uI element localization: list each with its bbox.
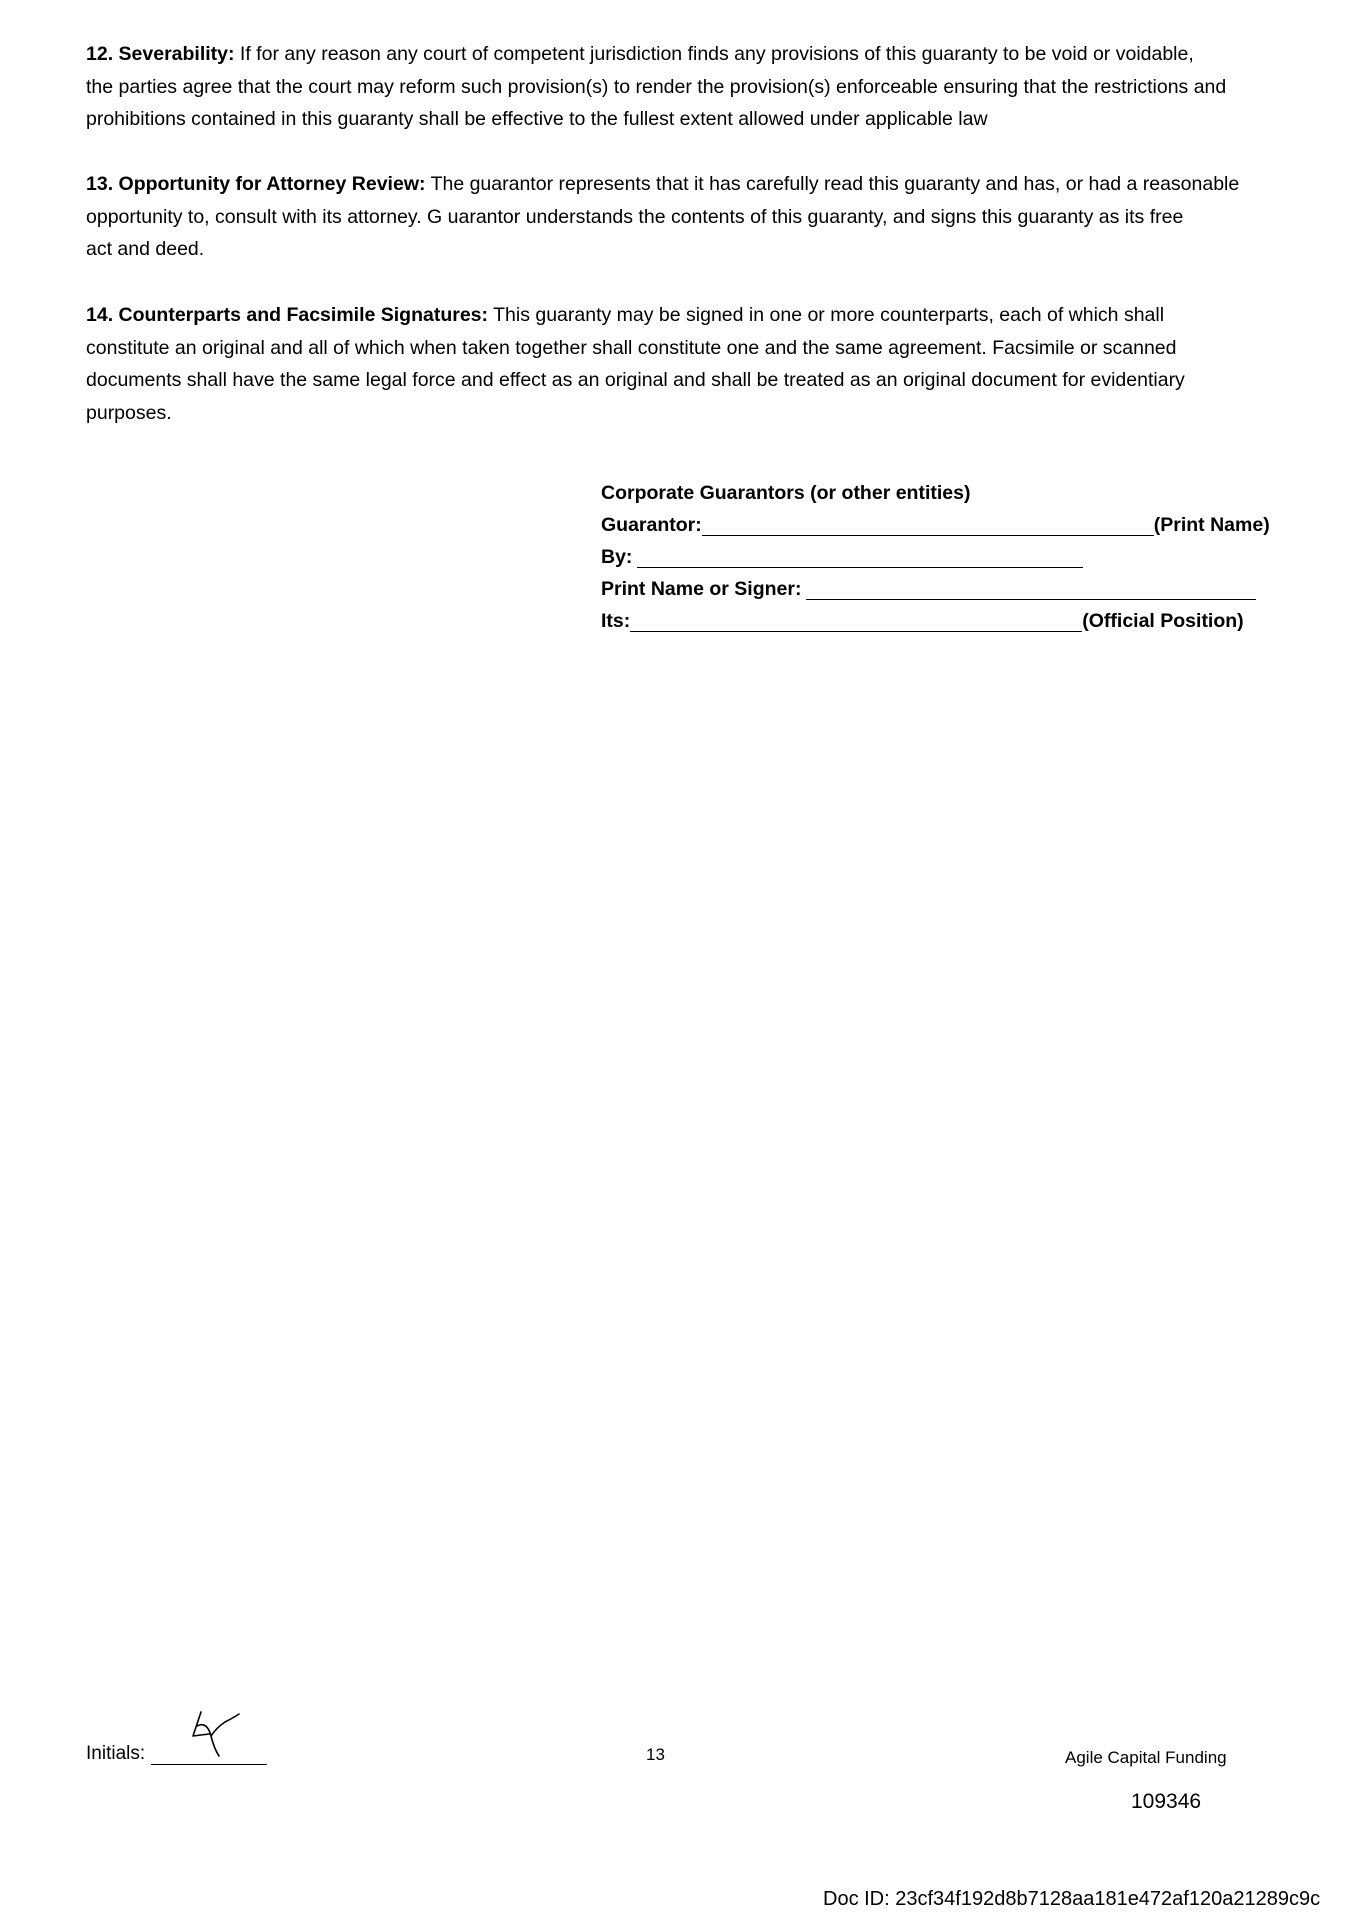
print-name-label: Print Name or Signer: — [601, 578, 802, 600]
guarantor-line — [601, 509, 1270, 541]
clause-text: opportunity to, consult with its attorney. G uarantor understands the contents of this guaranty, and signs this guaranty as its free — [86, 205, 1184, 228]
handwritten-initials-icon — [179, 1706, 251, 1762]
clause-text: If for any reason any court of competent jurisdiction finds any provisions of this guaranty to be void or voidable, — [239, 43, 1194, 65]
clause-heading: 13. Opportunity for Attorney Review: — [86, 173, 426, 195]
guarantor-label: Guarantor: — [601, 514, 702, 536]
signature-block — [601, 477, 1270, 637]
signature-block-title — [601, 477, 1270, 509]
clause-heading: 12. Severability: — [86, 43, 235, 65]
its-label: Its: — [601, 610, 631, 632]
reference-number: 109346 — [1131, 1790, 1202, 1813]
clause-heading: 14. Counterparts and Facsimile Signatures: — [86, 304, 489, 326]
clause-14-counterparts — [86, 299, 1286, 429]
clause-text: the parties agree that the court may reform such provision(s) to render the provision(s) enforceable ensuring that the restrictions and — [86, 75, 1227, 98]
clause-text: The guarantor represents that it has carefully read this guaranty and has, or had a reasonable — [430, 173, 1240, 195]
clause-text: constitute an original and all of which when taken together shall constitute one and the same agreement. Facsimile or scanned — [86, 336, 1177, 359]
by-signature-field[interactable] — [637, 545, 1083, 568]
its-line — [601, 605, 1270, 637]
initials-label: Initials: — [86, 1743, 146, 1764]
guarantor-suffix: (Print Name) — [1153, 514, 1270, 536]
initials-field[interactable] — [151, 1742, 267, 1765]
clause-text: documents shall have the same legal force and effect as an original and shall be treated as an original document for evidentiary — [86, 369, 1185, 391]
clause-text: prohibitions contained in this guaranty shall be effective to the fullest extent allowed under applicable law — [86, 108, 988, 130]
guarantor-name-field[interactable] — [702, 513, 1154, 536]
company-name: Agile Capital Funding — [1065, 1748, 1227, 1767]
by-line — [601, 541, 1270, 573]
initials-area — [86, 1742, 267, 1765]
official-position-field[interactable] — [630, 609, 1082, 632]
print-name-field[interactable] — [806, 577, 1256, 600]
page-number: 13 — [646, 1745, 665, 1764]
clause-text: This guaranty may be signed in one or more counterparts, each of which shall — [493, 304, 1165, 326]
print-name-line — [601, 573, 1270, 605]
its-suffix: (Official Position) — [1082, 610, 1244, 632]
clause-12-severability — [86, 38, 1286, 136]
doc-id: Doc ID: 23cf34f192d8b7128aa181e472af120a21289c9c — [823, 1888, 1321, 1910]
clause-text: act and deed. — [86, 238, 205, 260]
by-label: By: — [601, 546, 633, 568]
signature-title-text: Corporate Guarantors (or other entities) — [601, 482, 971, 504]
clause-text: purposes. — [86, 401, 172, 424]
clause-13-attorney-review — [86, 168, 1286, 266]
